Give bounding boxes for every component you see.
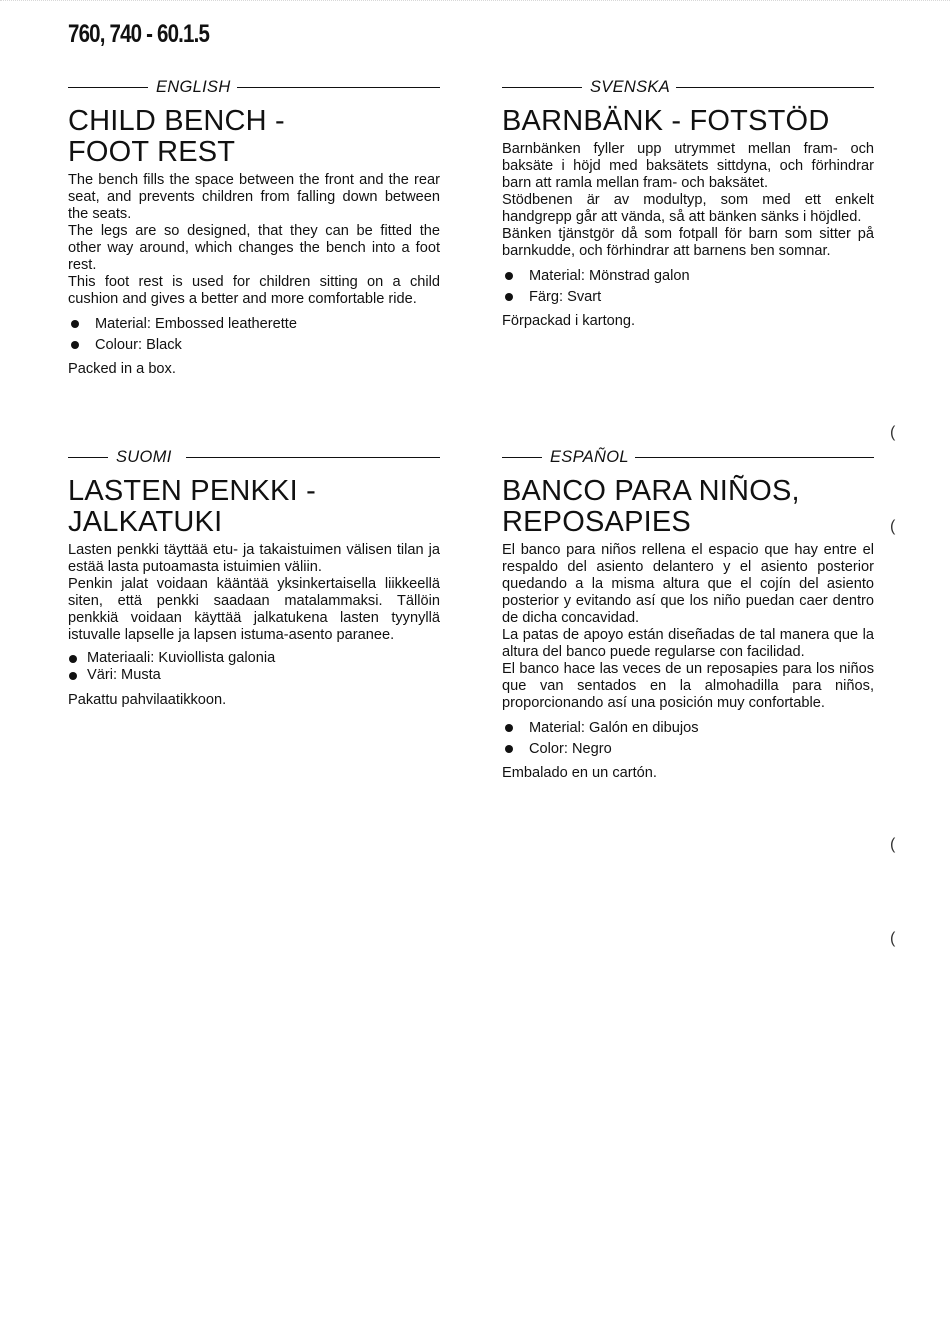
paragraph: Barnbänken fyller upp utrymmet mellan fram- och baksäte i höjd med baksätets sittdyna, och förhindrar barn att ramla mellan fram- och baksätet. (502, 141, 874, 191)
language-header (502, 446, 874, 468)
paragraph: This foot rest is used for children sitting on a child cushion and gives a better and more comfortable ride. (68, 274, 440, 307)
scan-speckle-line (0, 0, 950, 9)
section-title (502, 106, 874, 137)
header-rule-left (502, 87, 582, 88)
paragraph: The legs are so designed, that they can be fitted the other way around, which changes the bench into a foot rest. (68, 223, 440, 273)
section-suomi (68, 446, 440, 709)
title-line: REPOSAPIES (502, 506, 691, 538)
header-rule-right (676, 87, 874, 88)
header-rule-left (502, 457, 542, 458)
section-english (68, 76, 440, 378)
spec-item (502, 739, 874, 760)
packaging-note: Embalado en un cartón. (502, 765, 657, 781)
language-label: ESPAÑOL (550, 447, 629, 466)
spec-item (502, 718, 874, 739)
spec-text: Material: Galón en dibujos (529, 720, 699, 736)
spec-item (502, 287, 874, 308)
section-title (68, 476, 440, 538)
bullet-icon (505, 745, 513, 753)
language-label: SUOMI (116, 447, 172, 466)
title-line: JALKATUKI (68, 506, 223, 538)
header-rule-right (186, 457, 440, 458)
title-line: BANCO PARA NIÑOS, (502, 475, 800, 507)
spec-text: Materiaali: Kuviollista galonia (87, 650, 276, 666)
paragraph: La patas de apoyo están diseñadas de tal manera que la altura del banco puede regularse con facilidad. (502, 627, 874, 660)
spec-text: Färg: Svart (529, 288, 602, 305)
bullet-icon (69, 672, 77, 680)
language-label: SVENSKA (590, 77, 671, 96)
spec-text: Material: Mönstrad galon (529, 268, 690, 284)
section-svenska (502, 76, 874, 330)
paragraph: The bench fills the space between the front and the rear seat, and prevents children from falling down between the seats. (68, 172, 440, 222)
packaging-note: Förpackad i kartong. (502, 313, 636, 329)
bullet-icon (71, 341, 79, 349)
spec-list (68, 314, 440, 355)
binder-mark: ( (890, 836, 896, 853)
paragraph: El banco para niños rellena el espacio que hay entre el respaldo del asiento delantero y el asiento posterior quedando a la misma altura que el cojín del asiento posterior y evitando así que los niño puedan caer dentro de dicha concavidad. (502, 542, 874, 626)
header-rule-right (635, 457, 874, 458)
spec-item (502, 266, 874, 287)
page-number: 760, 740 - 60.1.5 (68, 20, 210, 48)
spec-item (68, 335, 440, 356)
paragraph: Lasten penkki täyttää etu- ja takaistuimen välisen tilan ja estää lasta putoamasta istuimien väliin. (68, 542, 440, 575)
title-line: FOOT REST (68, 136, 236, 168)
bullet-icon (71, 320, 79, 328)
binder-mark: ( (890, 424, 896, 441)
spec-item (68, 314, 440, 335)
bullet-icon (505, 724, 513, 732)
spec-text: Color: Negro (529, 740, 612, 757)
language-header (68, 446, 440, 468)
spec-text: Material: Embossed leatherette (95, 316, 297, 332)
spec-item (68, 650, 440, 667)
binder-mark: ( (890, 930, 896, 947)
title-line: BARNBÄNK - FOTSTÖD (502, 105, 830, 137)
spec-text: Väri: Musta (87, 667, 161, 683)
title-line: CHILD BENCH - (68, 105, 285, 137)
spec-text: Colour: Black (95, 336, 182, 353)
header-rule-left (68, 457, 108, 458)
spec-list (68, 650, 440, 684)
spec-list (502, 718, 874, 759)
spec-list (502, 266, 874, 307)
bullet-icon (505, 293, 513, 301)
section-title (502, 476, 874, 538)
header-rule-left (68, 87, 148, 88)
paragraph: Penkin jalat voidaan kääntää yksinkertaisella liikkeellä siten, että penkki saadaan matalammaksi. Tällöin penkkiä voidaan käyttää jalkatukena lasten tyynyllä istuvalle lapselle ja lapsen istuma-asento paranee. (68, 576, 440, 643)
header-rule-right (237, 87, 440, 88)
bullet-icon (69, 655, 77, 663)
section-espanol (502, 446, 874, 782)
bullet-icon (505, 272, 513, 280)
spec-item (68, 667, 440, 684)
packaging-note: Pakattu pahvilaatikkoon. (68, 692, 227, 708)
packaging-note: Packed in a box. (68, 361, 176, 377)
paragraph: Stödbenen är av modultyp, som med ett enkelt handgrepp går att vända, så att bänken sänks i höjdled. (502, 192, 874, 225)
section-title (68, 106, 440, 168)
language-header (68, 76, 440, 98)
language-header (502, 76, 874, 98)
language-label: ENGLISH (156, 77, 231, 96)
paragraph: El banco hace las veces de un reposapies para los niños que van sentados en la almohadilla para niños, proporcionando así una posición muy confortable. (502, 661, 874, 711)
paragraph: Bänken tjänstgör då som fotpall för barn som sitter på barnkudde, och förhindrar att barnens ben somnar. (502, 226, 874, 259)
binder-mark: ( (890, 518, 896, 535)
title-line: LASTEN PENKKI - (68, 475, 316, 507)
